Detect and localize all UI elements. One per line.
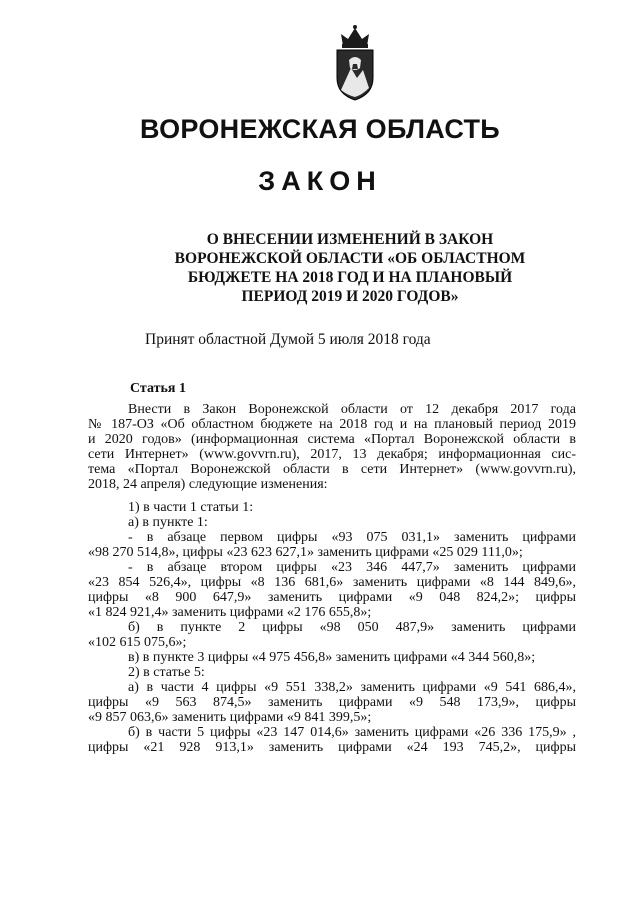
- article-heading: Статья 1: [130, 381, 186, 396]
- list-item: в) в пункте 3 цифры «4 975 456,8» заменить цифрами «4 344 560,8»;: [128, 650, 536, 665]
- coat-of-arms-emblem: [327, 24, 383, 104]
- text-line: тема «Портал Воронежской области в сети Интернет» (www.govvrn.ru),: [88, 462, 576, 477]
- list-paragraph: [88, 725, 576, 755]
- list-item: 1) в части 1 статьи 1:: [128, 500, 254, 515]
- text-line: «98 270 514,8», цифры «23 623 627,1» заменить цифрами «25 029 111,0»;: [88, 545, 523, 560]
- text-line: и 2020 годов» (информационная система «Портал Воронежской области в: [88, 432, 576, 447]
- text-line: - в абзаце втором цифры «23 346 447,7» заменить цифрами: [128, 560, 576, 575]
- text-line: 2018, 24 апреля) следующие изменения:: [88, 477, 328, 492]
- text-line: - в абзаце первом цифры «93 075 031,1» заменить цифрами: [128, 530, 576, 545]
- text-line: сети Интернет» (www.govvrn.ru), 2017, 13 декабря; информационная сис-: [88, 447, 576, 462]
- list-paragraph: [88, 560, 576, 620]
- text-line: № 187-ОЗ «Об областном бюджете на 2018 год и на плановый период 2019: [88, 417, 576, 432]
- text-line: цифры «8 900 647,9» заменить цифрами «9 048 824,2»; цифры: [88, 590, 576, 605]
- text-line: б) в части 5 цифры «23 147 014,6» заменить цифрами «26 336 175,9» ,: [128, 725, 576, 740]
- text-line: цифры «21 928 913,1» заменить цифрами «24 193 745,2», цифры: [88, 740, 576, 755]
- list-paragraph: [88, 620, 576, 650]
- text-line: «102 615 075,6»;: [88, 635, 187, 650]
- text-line: цифры «9 563 874,5» заменить цифрами «9 548 173,9», цифры: [88, 695, 576, 710]
- list-item: а) в пункте 1:: [128, 515, 208, 530]
- text-line: «9 857 063,6» заменить цифрами «9 841 399,5»;: [88, 710, 372, 725]
- text-line: б) в пункте 2 цифры «98 050 487,9» заменить цифрами: [128, 620, 576, 635]
- list-paragraph: [88, 530, 576, 560]
- article-body: [88, 402, 576, 755]
- law-title: [150, 230, 550, 306]
- intro-paragraph: [88, 402, 576, 492]
- document-type: ЗАКОН: [258, 166, 382, 196]
- region-name: ВОРОНЕЖСКАЯ ОБЛАСТЬ: [139, 114, 501, 144]
- text-line: а) в части 4 цифры «9 551 338,2» заменить цифрами «9 541 686,4»,: [128, 680, 576, 695]
- law-title-line: ПЕРИОД 2019 И 2020 ГОДОВ»: [241, 288, 459, 305]
- list-item: 2) в статье 5:: [128, 665, 205, 680]
- text-line: Внести в Закон Воронежской области от 12 декабря 2017 года: [128, 402, 576, 417]
- law-title-line: О ВНЕСЕНИИ ИЗМЕНЕНИЙ В ЗАКОН: [206, 231, 494, 248]
- list-paragraph: [88, 680, 576, 725]
- adoption-date-text: Принят областной Думой 5 июля 2018 года: [145, 331, 431, 348]
- law-title-line: БЮДЖЕТЕ НА 2018 ГОД И НА ПЛАНОВЫЙ: [187, 269, 513, 286]
- text-line: «1 824 921,4» заменить цифрами «2 176 655,8»;: [88, 605, 372, 620]
- text-line: «23 854 526,4», цифры «8 136 681,6» заменить цифрами «8 144 849,6»,: [88, 575, 576, 590]
- law-title-line: ВОРОНЕЖСКОЙ ОБЛАСТИ «ОБ ОБЛАСТНОМ: [174, 250, 526, 267]
